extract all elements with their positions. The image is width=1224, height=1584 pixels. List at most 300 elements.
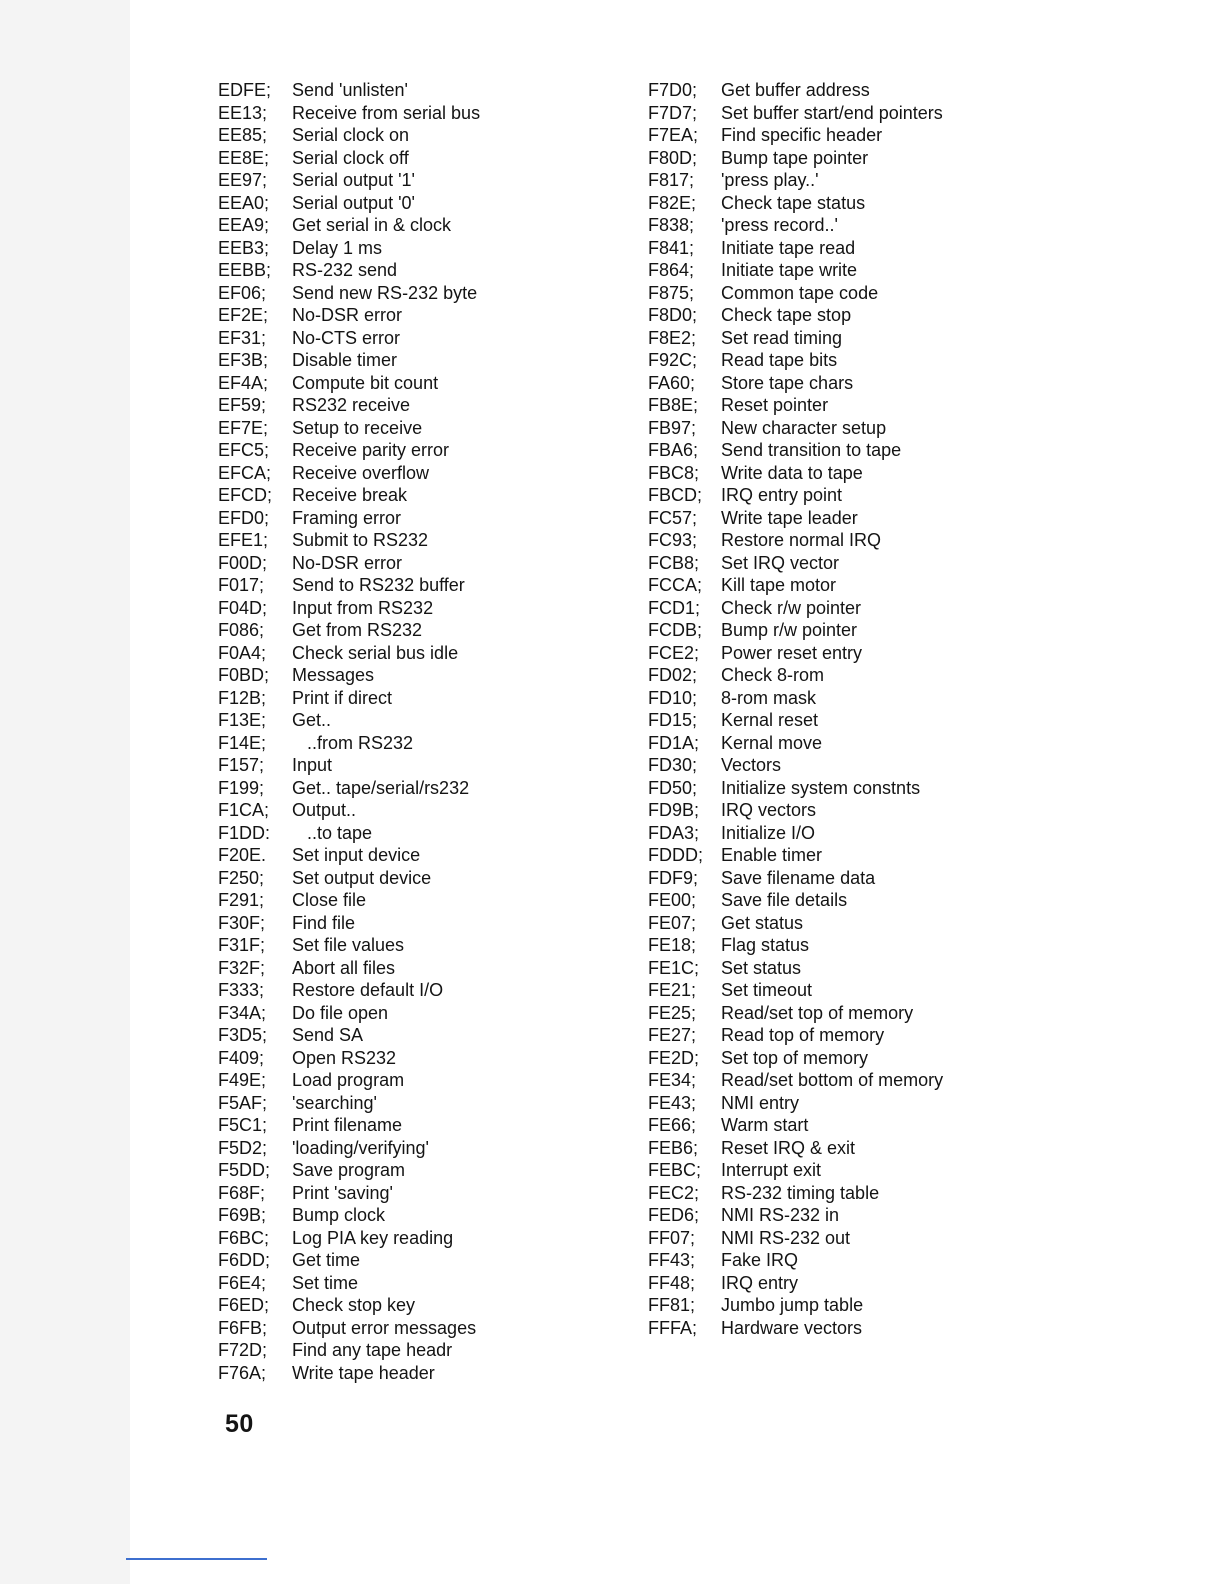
- entry-address: FE27;: [648, 1025, 697, 1045]
- entry-address: F30F;: [218, 912, 266, 933]
- entry-address: FD1A;: [648, 732, 700, 753]
- entry-description: Set input device: [292, 845, 421, 865]
- entry-address: EFE1;: [218, 530, 269, 550]
- address-entry: [218, 957, 480, 980]
- address-entry: [648, 417, 943, 440]
- entry-description: Get from RS232: [292, 620, 423, 640]
- address-entry: [218, 844, 480, 867]
- address-entry: [218, 619, 480, 642]
- address-entry: [218, 1069, 480, 1092]
- entry-address: FEB6;: [648, 1137, 699, 1158]
- entry-description: Check 8-rom: [721, 665, 825, 685]
- entry-description: Receive break: [292, 485, 408, 505]
- entry-description: RS-232 timing table: [721, 1182, 880, 1203]
- address-entry: [648, 507, 943, 530]
- address-entry: [218, 687, 480, 710]
- entry-address: EF31;: [218, 327, 267, 348]
- entry-description: Warm start: [721, 1115, 809, 1135]
- entry-address: FBCD;: [648, 485, 702, 505]
- entry-address: FCE2;: [648, 642, 700, 663]
- address-entry: [648, 574, 943, 597]
- entry-description: Jumbo jump table: [721, 1295, 864, 1315]
- entry-address: F7D7;: [648, 102, 698, 123]
- entry-address: F80D;: [648, 147, 698, 168]
- entry-description: Output..: [292, 800, 357, 820]
- address-entry: [648, 957, 943, 980]
- address-entry: [648, 1047, 943, 1070]
- entry-description: Receive parity error: [292, 440, 450, 460]
- entry-description: Initialize system constnts: [721, 777, 921, 798]
- entry-description: Abort all files: [292, 957, 396, 978]
- address-entry: [648, 237, 943, 260]
- address-entry: [218, 1092, 480, 1115]
- entry-address: F291;: [218, 890, 265, 910]
- entry-address: F250;: [218, 867, 265, 888]
- address-entry: [218, 552, 480, 575]
- entry-address: EEBB;: [218, 260, 272, 280]
- address-entry: [648, 777, 943, 800]
- entry-address: EF4A;: [218, 372, 269, 393]
- entry-address: F409;: [218, 1047, 265, 1068]
- entry-address: F157;: [218, 755, 265, 775]
- address-entry: [218, 192, 480, 215]
- entry-address: FF48;: [648, 1272, 696, 1293]
- address-entry: [648, 102, 943, 125]
- entry-description: Get time: [292, 1250, 361, 1270]
- entry-address: FCCA;: [648, 575, 702, 595]
- entry-address: FD15;: [648, 710, 698, 730]
- entry-description: Compute bit count: [292, 372, 439, 393]
- address-entry: [218, 102, 480, 125]
- entry-description: Print 'saving': [292, 1182, 393, 1203]
- entry-address: FF43;: [648, 1250, 696, 1270]
- entry-description: No-CTS error: [292, 327, 401, 348]
- address-entry: [648, 1182, 943, 1205]
- address-entry: [648, 327, 943, 350]
- address-entry: [648, 1272, 943, 1295]
- entry-description: Fake IRQ: [721, 1250, 799, 1270]
- entry-address: FED6;: [648, 1205, 700, 1225]
- address-entry: [218, 462, 480, 485]
- address-entry: [648, 372, 943, 395]
- entry-address: F841;: [648, 237, 695, 258]
- entry-description: Initialize I/O: [721, 822, 816, 843]
- entry-address: F3D5;: [218, 1025, 268, 1045]
- address-entry: [648, 1249, 943, 1272]
- entry-address: FE1C;: [648, 957, 700, 978]
- address-entry: [648, 552, 943, 575]
- entry-address: F6BC;: [218, 1227, 270, 1248]
- entry-description: Setup to receive: [292, 417, 423, 438]
- address-entry: [648, 282, 943, 305]
- entry-description: IRQ vectors: [721, 800, 817, 820]
- address-entry: [648, 1227, 943, 1250]
- entry-description: Kill tape motor: [721, 575, 837, 595]
- entry-description: Serial clock on: [292, 125, 410, 145]
- address-entry: [218, 327, 480, 350]
- address-entry: [218, 777, 480, 800]
- address-entry: [218, 1024, 480, 1047]
- entry-description: RS232 receive: [292, 395, 411, 415]
- entry-address: FD9B;: [648, 800, 700, 820]
- address-entry: [648, 754, 943, 777]
- entry-address: EFCA;: [218, 462, 272, 483]
- address-entry: [648, 529, 943, 552]
- entry-description: Save program: [292, 1160, 406, 1180]
- entry-address: F1CA;: [218, 800, 270, 820]
- entry-address: F92C;: [648, 350, 698, 370]
- entry-address: F5D2;: [218, 1137, 268, 1158]
- entry-description: Check tape status: [721, 192, 866, 213]
- address-entry: [218, 124, 480, 147]
- address-entry: [218, 889, 480, 912]
- entry-description: Serial clock off: [292, 147, 409, 168]
- address-entry: [648, 1159, 943, 1182]
- entry-address: FA60;: [648, 372, 696, 393]
- entry-address: EDFE;: [218, 80, 272, 100]
- entry-description: Common tape code: [721, 282, 879, 303]
- entry-description: Read tape bits: [721, 350, 838, 370]
- entry-description: Read/set bottom of memory: [721, 1070, 944, 1090]
- entry-description: ..to tape: [292, 822, 373, 843]
- entry-address: EE13;: [218, 102, 268, 123]
- entry-description: New character setup: [721, 417, 887, 438]
- address-entry: [218, 822, 480, 845]
- address-entry: [648, 1092, 943, 1115]
- address-entry: [218, 1159, 480, 1182]
- entry-description: 8-rom mask: [721, 687, 817, 708]
- entry-description: 'searching': [292, 1092, 377, 1113]
- entry-description: 'press record..': [721, 215, 838, 235]
- entry-address: F72D;: [218, 1340, 268, 1360]
- address-entry: [218, 1362, 480, 1385]
- address-entry: [218, 1339, 480, 1362]
- address-entry: [218, 484, 480, 507]
- address-entry: [648, 79, 943, 102]
- address-entry: [648, 619, 943, 642]
- entry-description: Get.. tape/serial/rs232: [292, 777, 470, 798]
- address-entry: [218, 349, 480, 372]
- entry-description: Input from RS232: [292, 597, 434, 618]
- entry-description: Get status: [721, 912, 804, 933]
- entry-description: Initiate tape write: [721, 260, 858, 280]
- entry-address: F12B;: [218, 687, 267, 708]
- entry-address: F6ED;: [218, 1295, 270, 1315]
- entry-address: F8E2;: [648, 327, 697, 348]
- entry-address: EF06;: [218, 282, 267, 303]
- entry-description: Get buffer address: [721, 80, 870, 100]
- entry-address: EFC5;: [218, 440, 270, 460]
- address-entry: [648, 799, 943, 822]
- entry-address: FC57;: [648, 507, 698, 528]
- entry-description: Send to RS232 buffer: [292, 575, 465, 595]
- address-entry: [648, 822, 943, 845]
- address-entry: [218, 867, 480, 890]
- entry-address: F333;: [218, 980, 265, 1000]
- entry-address: F13E;: [218, 710, 267, 730]
- entry-address: FE18;: [648, 935, 697, 955]
- entry-address: F5AF;: [218, 1092, 268, 1113]
- entry-description: Send new RS-232 byte: [292, 282, 478, 303]
- entry-description: Output error messages: [292, 1317, 477, 1338]
- entry-description: Restore default I/O: [292, 980, 444, 1000]
- entry-address: F817;: [648, 170, 695, 190]
- entry-description: Find any tape headr: [292, 1340, 453, 1360]
- address-entry: [218, 282, 480, 305]
- address-entry: [648, 1069, 943, 1092]
- entry-address: EF7E;: [218, 417, 269, 438]
- entry-address: F32F;: [218, 957, 266, 978]
- entry-address: FE00;: [648, 890, 697, 910]
- entry-description: Read/set top of memory: [721, 1002, 914, 1023]
- entry-address: F6E4;: [218, 1272, 267, 1293]
- entry-description: Set top of memory: [721, 1047, 869, 1068]
- entry-address: FE2D;: [648, 1047, 700, 1068]
- address-entry: [218, 1227, 480, 1250]
- entry-description: Write data to tape: [721, 462, 863, 483]
- entry-description: Log PIA key reading: [292, 1227, 454, 1248]
- entry-address: FE25;: [648, 1002, 697, 1023]
- entry-address: FD50;: [648, 777, 698, 798]
- entry-description: Hardware vectors: [721, 1317, 863, 1338]
- entry-description: Get serial in & clock: [292, 215, 452, 235]
- address-entry: [218, 597, 480, 620]
- right-address-column: [648, 79, 943, 1339]
- entry-description: Flag status: [721, 935, 810, 955]
- address-entry: [218, 169, 480, 192]
- entry-description: ..from RS232: [292, 732, 414, 753]
- entry-description: Do file open: [292, 1002, 389, 1023]
- address-entry: [218, 507, 480, 530]
- address-entry: [218, 664, 480, 687]
- entry-description: 'loading/verifying': [292, 1137, 429, 1158]
- address-entry: [218, 979, 480, 1002]
- address-entry: [218, 754, 480, 777]
- address-entry: [648, 642, 943, 665]
- entry-description: Vectors: [721, 755, 782, 775]
- address-entry: [218, 574, 480, 597]
- entry-address: F5DD;: [218, 1160, 271, 1180]
- address-entry: [648, 349, 943, 372]
- entry-address: F017;: [218, 575, 265, 595]
- entry-description: Find specific header: [721, 125, 883, 145]
- entry-address: FD10;: [648, 687, 698, 708]
- entry-address: F6FB;: [218, 1317, 268, 1338]
- entry-address: EE97;: [218, 170, 268, 190]
- address-entry: [648, 1114, 943, 1137]
- entry-address: F864;: [648, 260, 695, 280]
- address-entry: [218, 1249, 480, 1272]
- address-entry: [648, 169, 943, 192]
- address-entry: [218, 1204, 480, 1227]
- entry-address: FD30;: [648, 755, 698, 775]
- address-entry: [648, 304, 943, 327]
- page-margin-shade: [0, 0, 130, 1584]
- address-entry: [648, 664, 943, 687]
- entry-description: Set status: [721, 957, 802, 978]
- entry-description: RS-232 send: [292, 260, 398, 280]
- address-entry: [218, 214, 480, 237]
- entry-description: Set IRQ vector: [721, 552, 840, 573]
- address-entry: [648, 709, 943, 732]
- address-entry: [218, 1114, 480, 1137]
- entry-address: F31F;: [218, 935, 266, 955]
- entry-address: EEA0;: [218, 192, 270, 213]
- entry-address: F76A;: [218, 1362, 267, 1383]
- address-entry: [648, 214, 943, 237]
- entry-description: NMI RS-232 out: [721, 1227, 851, 1248]
- entry-description: IRQ entry: [721, 1272, 799, 1293]
- entry-address: FEC2;: [648, 1182, 700, 1203]
- address-entry: [648, 979, 943, 1002]
- address-entry: [218, 642, 480, 665]
- entry-address: EF2E;: [218, 305, 269, 325]
- address-entry: [218, 934, 480, 957]
- entry-description: Bump tape pointer: [721, 147, 869, 168]
- page-number: 50: [225, 1410, 254, 1438]
- address-entry: [648, 462, 943, 485]
- address-entry: [648, 1294, 943, 1317]
- entry-address: EFCD;: [218, 485, 272, 505]
- entry-address: F0A4;: [218, 642, 267, 663]
- entry-address: EEA9;: [218, 215, 270, 235]
- entry-description: Store tape chars: [721, 372, 854, 393]
- entry-description: Set file values: [292, 935, 405, 955]
- address-entry: [648, 439, 943, 462]
- address-entry: [218, 439, 480, 462]
- address-entry: [218, 709, 480, 732]
- address-entry: [648, 192, 943, 215]
- entry-description: Kernal reset: [721, 710, 819, 730]
- address-entry: [648, 934, 943, 957]
- entry-description: Power reset entry: [721, 642, 863, 663]
- entry-description: Write tape header: [292, 1362, 435, 1383]
- entry-description: Save file details: [721, 890, 848, 910]
- address-entry: [218, 259, 480, 282]
- entry-address: F875;: [648, 282, 695, 303]
- entry-address: FBA6;: [648, 440, 699, 460]
- address-entry: [648, 889, 943, 912]
- entry-description: Read top of memory: [721, 1025, 885, 1045]
- entry-address: FDF9;: [648, 867, 699, 888]
- entry-description: Close file: [292, 890, 367, 910]
- entry-description: Set output device: [292, 867, 432, 888]
- address-entry: [648, 484, 943, 507]
- entry-address: F5C1;: [218, 1115, 268, 1135]
- entry-description: Bump r/w pointer: [721, 620, 858, 640]
- entry-address: F14E;: [218, 732, 267, 753]
- entry-description: Interrupt exit: [721, 1160, 822, 1180]
- address-entry: [218, 732, 480, 755]
- entry-address: FFFA;: [648, 1317, 697, 1338]
- entry-address: F7EA;: [648, 125, 699, 145]
- entry-address: EE8E;: [218, 147, 270, 168]
- entry-description: Check serial bus idle: [292, 642, 459, 663]
- entry-description: Disable timer: [292, 350, 398, 370]
- entry-description: Find file: [292, 912, 356, 933]
- address-entry: [648, 1317, 943, 1340]
- entry-address: EF3B;: [218, 350, 269, 370]
- entry-description: Set buffer start/end pointers: [721, 102, 943, 123]
- entry-description: Check stop key: [292, 1295, 416, 1315]
- entry-description: Set timeout: [721, 980, 813, 1000]
- address-entry: [218, 529, 480, 552]
- entry-address: EE85;: [218, 125, 268, 145]
- entry-description: 'press play..': [721, 170, 819, 190]
- entry-description: Check r/w pointer: [721, 597, 862, 618]
- entry-address: FCDB;: [648, 620, 702, 640]
- address-entry: [648, 597, 943, 620]
- address-entry: [218, 372, 480, 395]
- entry-description: Send transition to tape: [721, 440, 902, 460]
- entry-address: FF07;: [648, 1227, 696, 1248]
- address-entry: [648, 844, 943, 867]
- address-entry: [648, 147, 943, 170]
- entry-address: F82E;: [648, 192, 697, 213]
- entry-description: IRQ entry point: [721, 485, 843, 505]
- entry-description: Enable timer: [721, 845, 823, 865]
- entry-address: FC93;: [648, 530, 698, 550]
- entry-address: FCD1;: [648, 597, 701, 618]
- entry-address: F6DD;: [218, 1250, 271, 1270]
- address-entry: [648, 687, 943, 710]
- entry-address: F49E;: [218, 1070, 267, 1090]
- entry-address: F34A;: [218, 1002, 267, 1023]
- address-entry: [218, 1272, 480, 1295]
- address-entry: [218, 417, 480, 440]
- entry-description: Serial output '0': [292, 192, 415, 213]
- address-entry: [648, 912, 943, 935]
- entry-address: F68F;: [218, 1182, 266, 1203]
- entry-description: Send 'unlisten': [292, 80, 408, 100]
- entry-description: NMI entry: [721, 1092, 800, 1113]
- entry-description: Send SA: [292, 1025, 364, 1045]
- entry-description: Open RS232: [292, 1047, 397, 1068]
- entry-description: Receive overflow: [292, 462, 430, 483]
- entry-address: F00D;: [218, 552, 268, 573]
- entry-description: Bump clock: [292, 1205, 386, 1225]
- bottom-rule: [126, 1558, 267, 1560]
- entry-address: FCB8;: [648, 552, 700, 573]
- address-entry: [218, 1317, 480, 1340]
- entry-address: FE43;: [648, 1092, 697, 1113]
- entry-address: FE34;: [648, 1070, 697, 1090]
- address-entry: [648, 124, 943, 147]
- address-entry: [218, 1294, 480, 1317]
- entry-address: FE66;: [648, 1115, 697, 1135]
- entry-address: FDA3;: [648, 822, 700, 843]
- entry-address: F8D0;: [648, 305, 698, 325]
- entry-description: Check tape stop: [721, 305, 852, 325]
- address-entry: [218, 799, 480, 822]
- entry-description: Print filename: [292, 1115, 403, 1135]
- entry-address: FE07;: [648, 912, 697, 933]
- entry-address: FF81;: [648, 1295, 696, 1315]
- entry-address: EF59;: [218, 395, 267, 415]
- entry-description: Framing error: [292, 507, 402, 528]
- entry-address: FDDD;: [648, 845, 703, 865]
- address-entry: [218, 394, 480, 417]
- entry-address: FE21;: [648, 980, 697, 1000]
- entry-description: Get..: [292, 710, 332, 730]
- entry-address: FB8E;: [648, 395, 699, 415]
- entry-description: Print if direct: [292, 687, 393, 708]
- entry-address: F838;: [648, 215, 695, 235]
- entry-description: Initiate tape read: [721, 237, 856, 258]
- entry-address: F1DD:: [218, 822, 271, 843]
- entry-address: EFD0;: [218, 507, 270, 528]
- entry-description: Reset IRQ & exit: [721, 1137, 856, 1158]
